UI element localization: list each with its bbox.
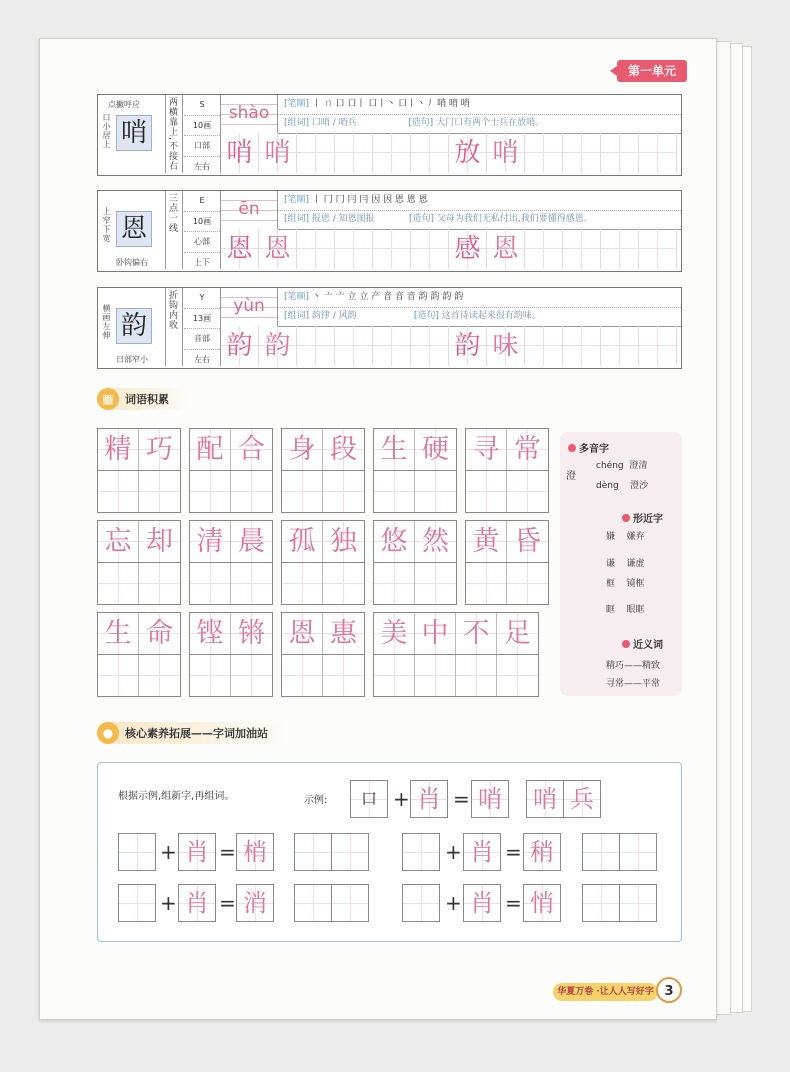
pin-icon: [622, 514, 630, 522]
structure: 左右: [194, 354, 210, 364]
word-char: 巧: [139, 429, 180, 470]
writing-cell[interactable]: [139, 471, 180, 512]
similar-header: [622, 510, 663, 525]
character-cell: [98, 288, 166, 366]
blank-part[interactable]: [118, 884, 156, 922]
writing-cell[interactable]: [98, 563, 139, 604]
word-block: [189, 428, 273, 513]
answer-cell[interactable]: [294, 884, 332, 922]
word-char: 精: [98, 429, 139, 470]
practice-cell: [525, 229, 563, 269]
practice-cell: [373, 326, 411, 366]
words-sentence-row: [278, 210, 681, 230]
practice-cell: [525, 133, 563, 173]
word-block: [465, 428, 549, 513]
word-char: 然: [415, 521, 456, 562]
practice-cell: [411, 133, 449, 173]
char-info: [184, 288, 221, 366]
writing-cell[interactable]: [190, 471, 231, 512]
writing-cell[interactable]: [231, 471, 272, 512]
practice-cell: 放: [449, 133, 487, 173]
equals-sign: =: [453, 787, 470, 811]
pinyin: shào: [221, 95, 278, 133]
word-block: [373, 612, 539, 697]
similar-title: 形近字: [633, 514, 663, 525]
sentence-label: [造句]: [409, 214, 435, 224]
right-hint: 两横靠上,不接右: [165, 95, 183, 173]
word-char: 锵: [231, 613, 272, 654]
footer-slogan: 华夏万卷 ·让人人写好字: [553, 983, 658, 1001]
sentence-label: [造句]: [408, 118, 434, 128]
words-label: [组词]: [284, 214, 310, 224]
word-char: 命: [139, 613, 180, 654]
word-char: 硬: [415, 429, 456, 470]
practice-cell: 恩: [487, 229, 525, 269]
plus-sign: +: [445, 891, 462, 915]
practice-cell: [411, 229, 449, 269]
practice-cell: [563, 133, 601, 173]
radical: 心部: [184, 232, 220, 253]
words-section-header: [97, 388, 189, 410]
left-hint: 口小居上: [102, 113, 111, 149]
part-b: 肖: [178, 833, 216, 871]
synonym-item: 精巧——精致: [606, 661, 661, 671]
sentence-label: [造句]: [413, 311, 439, 321]
sentence-text: 父母为我们无私付出,我们要懂得感恩。: [436, 214, 593, 224]
word-char: 段: [323, 429, 364, 470]
writing-cell[interactable]: [374, 471, 415, 512]
word-char: 昏: [507, 521, 548, 562]
example-label: 示例:: [304, 795, 328, 806]
word-char: 配: [190, 429, 231, 470]
word-block: [373, 428, 457, 513]
practice-grid: [221, 133, 681, 173]
answer-cell[interactable]: [619, 884, 657, 922]
character-entry: [97, 190, 682, 272]
similar-char: 嫌: [606, 532, 616, 542]
word-char: 中: [415, 613, 456, 654]
word-char: 常: [507, 429, 548, 470]
character-entry: [97, 287, 682, 369]
answer-cell[interactable]: [294, 833, 332, 871]
blank-part[interactable]: [118, 833, 156, 871]
practice-cell: [297, 229, 335, 269]
writing-cell[interactable]: [507, 471, 548, 512]
polyphone-word: 澄沙: [630, 481, 649, 491]
word-char: 惠: [323, 613, 364, 654]
word-char: 清: [190, 521, 231, 562]
word-char: 身: [282, 429, 323, 470]
practice-cell: 哨: [259, 133, 297, 173]
polyphone-word: 澄清: [629, 461, 648, 471]
word-char: 不: [456, 613, 497, 654]
top-hint: 点撇呼应: [108, 100, 140, 109]
word-char: 恩: [282, 613, 323, 654]
synonym-title: 近义词: [633, 640, 663, 651]
pinyin-letter: S: [184, 95, 220, 116]
practice-cell: [335, 133, 373, 173]
words-sentence-row: [278, 307, 681, 327]
character-cell: [98, 95, 166, 173]
left-hint: 上窄下宽: [102, 207, 111, 243]
pinyin: ēn: [221, 191, 278, 229]
character-cell: [98, 191, 166, 269]
similar-word: 眼眶: [626, 605, 645, 615]
radical: 音部: [184, 329, 220, 350]
similar-word: 嫌弃: [626, 532, 645, 542]
stroke-count: 10画: [184, 212, 220, 233]
stroke-order-text: 丨 ㄇ 口 口丨 口丨丶 口丨丶丿 哨 哨 哨: [311, 99, 470, 109]
main-character: 恩: [116, 211, 152, 247]
bottom-hint: 日部窄小: [116, 355, 148, 364]
words-text: 韵律 / 风韵: [311, 311, 357, 321]
writing-cell[interactable]: [507, 563, 548, 604]
stroke-order: [278, 95, 681, 115]
equals-sign: =: [219, 891, 236, 915]
word-block: [281, 520, 365, 605]
practice-cell: [297, 133, 335, 173]
stroke-order-text: 丶 亠 亠 立 立 产 音 音 音 韵 韵 韵 韵: [311, 292, 464, 302]
word-char: 悠: [374, 521, 415, 562]
stroke-order: [278, 288, 681, 308]
page-number: 3: [656, 977, 682, 1003]
similar-word: 镜框: [626, 579, 645, 589]
stroke-order-label: [笔顺]: [284, 195, 310, 205]
writing-cell[interactable]: [231, 655, 272, 696]
structure: 上下: [194, 257, 210, 267]
words-text: 口哨 / 哨兵: [311, 118, 357, 128]
writing-cell[interactable]: [190, 563, 231, 604]
character-entry: [97, 94, 682, 176]
polyphone-pinyin: chéng: [596, 461, 624, 471]
word-char: 独: [323, 521, 364, 562]
word-block: [97, 612, 181, 697]
words-text: 报恩 / 知恩图报: [311, 214, 375, 224]
example-word-char: 兵: [563, 780, 601, 818]
writing-cell[interactable]: [415, 655, 456, 696]
sentence-text: 这首诗读起来很有韵味。: [441, 311, 541, 321]
practice-cell: [601, 229, 639, 269]
word-block: [97, 520, 181, 605]
side-panel: [560, 432, 682, 696]
blank-part[interactable]: [402, 833, 440, 871]
word-char: 黄: [466, 521, 507, 562]
part-b: 肖: [463, 884, 501, 922]
words-sentence-row: [278, 114, 681, 134]
word-block: [281, 612, 365, 697]
practice-cell: [639, 229, 677, 269]
practice-grid: [221, 229, 681, 269]
practice-cell: 感: [449, 229, 487, 269]
result-char: 稍: [523, 833, 561, 871]
stroke-order-text: 丨 冂 冂 冃 冃 因 因 恩 恩 恩: [311, 195, 428, 205]
word-block: [97, 428, 181, 513]
example-result: 哨: [471, 780, 509, 818]
result-char: 消: [236, 884, 274, 922]
exercise-box: [97, 762, 682, 942]
word-block: [281, 428, 365, 513]
words-label: [组词]: [284, 118, 310, 128]
left-hint: 横画左伸: [102, 304, 111, 340]
writing-cell[interactable]: [497, 655, 538, 696]
answer-cell[interactable]: [582, 833, 620, 871]
plus-sign: +: [393, 787, 410, 811]
similar-item: [606, 602, 644, 615]
writing-cell[interactable]: [231, 563, 272, 604]
word-block: [189, 612, 273, 697]
plus-sign: +: [160, 891, 177, 915]
practice-cell: [411, 326, 449, 366]
practice-cell: [525, 326, 563, 366]
main-character: 韵: [116, 308, 152, 344]
drop-icon: ●: [97, 722, 119, 744]
exercise-instruction: 根据示例,组新字,再组词。: [118, 791, 235, 802]
sentence-text: 大门口有两个士兵在放哨。: [436, 118, 545, 128]
practice-cell: 恩: [259, 229, 297, 269]
polyphone-char: 澄: [566, 471, 576, 482]
exercise-title: 核心素养拓展——字词加油站: [125, 727, 268, 740]
stroke-order-label: [笔顺]: [284, 292, 310, 302]
word-char: 生: [374, 429, 415, 470]
practice-cell: 哨: [487, 133, 525, 173]
result-char: 梢: [236, 833, 274, 871]
writing-cell[interactable]: [323, 563, 364, 604]
polyphone-item: [596, 478, 648, 491]
stroke-order: [278, 191, 681, 211]
writing-cell[interactable]: [323, 471, 364, 512]
bottom-hint: 卧钩偏右: [116, 258, 148, 267]
word-char: 足: [497, 613, 538, 654]
practice-cell: [639, 133, 677, 173]
practice-cell: [563, 229, 601, 269]
part-b: 肖: [178, 884, 216, 922]
example-word-char: 哨: [526, 780, 564, 818]
word-block: [189, 520, 273, 605]
word-block: [373, 520, 457, 605]
writing-cell[interactable]: [282, 655, 323, 696]
practice-cell: 哨: [221, 133, 259, 173]
practice-cell: [373, 133, 411, 173]
word-char: 美: [374, 613, 415, 654]
polyphone-pinyin: dèng: [596, 481, 619, 491]
word-char: 却: [139, 521, 180, 562]
word-char: 合: [231, 429, 272, 470]
plus-sign: +: [160, 840, 177, 864]
writing-cell[interactable]: [98, 471, 139, 512]
writing-cell[interactable]: [466, 471, 507, 512]
word-char: 孤: [282, 521, 323, 562]
writing-cell[interactable]: [98, 655, 139, 696]
right-hint: 三点一线: [165, 191, 183, 269]
synonym-item: 寻常——平常: [606, 679, 661, 689]
similar-item: [606, 576, 644, 589]
word-char: 生: [98, 613, 139, 654]
word-block: [465, 520, 549, 605]
unit-badge: 第一单元: [617, 60, 687, 82]
equals-sign: =: [219, 840, 236, 864]
radical: 口部: [184, 136, 220, 157]
pinyin: yùn: [221, 288, 278, 326]
polyphone-header: [568, 440, 609, 455]
answer-cell[interactable]: [619, 833, 657, 871]
pinyin-letter: E: [184, 191, 220, 212]
practice-cell: 恩: [221, 229, 259, 269]
pinyin-letter: Y: [184, 288, 220, 309]
equals-sign: =: [505, 891, 522, 915]
similar-char: 谦: [606, 559, 616, 569]
answer-cell[interactable]: [331, 833, 369, 871]
right-hint: 折钩内收: [165, 288, 183, 366]
practice-cell: [601, 326, 639, 366]
writing-cell[interactable]: [190, 655, 231, 696]
similar-item: [606, 529, 644, 542]
words-label: [组词]: [284, 311, 310, 321]
writing-cell[interactable]: [466, 563, 507, 604]
similar-char: 框: [606, 579, 616, 589]
writing-cell[interactable]: [323, 655, 364, 696]
practice-cell: [563, 326, 601, 366]
practice-cell: [639, 326, 677, 366]
practice-cell: [373, 229, 411, 269]
example-part-b: 肖: [410, 780, 448, 818]
similar-char: 眶: [606, 605, 616, 615]
polyphone-title: 多音字: [579, 444, 609, 455]
writing-cell[interactable]: [139, 655, 180, 696]
practice-grid: [221, 326, 681, 366]
stroke-count: 10画: [184, 116, 220, 137]
writing-cell[interactable]: [374, 655, 415, 696]
answer-cell[interactable]: [331, 884, 369, 922]
words-section-title: 词语积累: [125, 393, 169, 406]
practice-cell: [601, 133, 639, 173]
structure: 左右: [194, 161, 210, 171]
practice-cell: 味: [487, 326, 525, 366]
equals-sign: =: [505, 840, 522, 864]
synonym-header: [622, 636, 663, 651]
word-char: 寻: [466, 429, 507, 470]
writing-cell[interactable]: [282, 563, 323, 604]
writing-cell[interactable]: [374, 563, 415, 604]
answer-cell[interactable]: [582, 884, 620, 922]
practice-cell: 韵: [449, 326, 487, 366]
grid-icon: ▦: [97, 388, 119, 410]
part-b: 肖: [463, 833, 501, 871]
practice-cell: [335, 326, 373, 366]
practice-cell: 韵: [259, 326, 297, 366]
similar-word: 谦虚: [626, 559, 645, 569]
pin-icon: [622, 640, 630, 648]
word-char: 铿: [190, 613, 231, 654]
blank-part[interactable]: [402, 884, 440, 922]
writing-cell[interactable]: [139, 563, 180, 604]
stroke-count: 13画: [184, 309, 220, 330]
writing-cell[interactable]: [282, 471, 323, 512]
practice-cell: 韵: [221, 326, 259, 366]
word-char: 晨: [231, 521, 272, 562]
result-char: 悄: [523, 884, 561, 922]
plus-sign: +: [445, 840, 462, 864]
similar-item: [606, 556, 644, 569]
char-info: [184, 191, 221, 269]
word-char: 忘: [98, 521, 139, 562]
main-character: 哨: [116, 115, 152, 151]
writing-cell[interactable]: [415, 563, 456, 604]
practice-cell: [297, 326, 335, 366]
writing-cell[interactable]: [415, 471, 456, 512]
stroke-order-label: [笔顺]: [284, 99, 310, 109]
example-part-a: 口: [350, 780, 388, 818]
char-info: [184, 95, 221, 173]
exercise-section-header: [97, 722, 288, 744]
writing-cell[interactable]: [456, 655, 497, 696]
practice-cell: [335, 229, 373, 269]
polyphone-item: [596, 458, 647, 471]
pin-icon: [568, 444, 576, 452]
